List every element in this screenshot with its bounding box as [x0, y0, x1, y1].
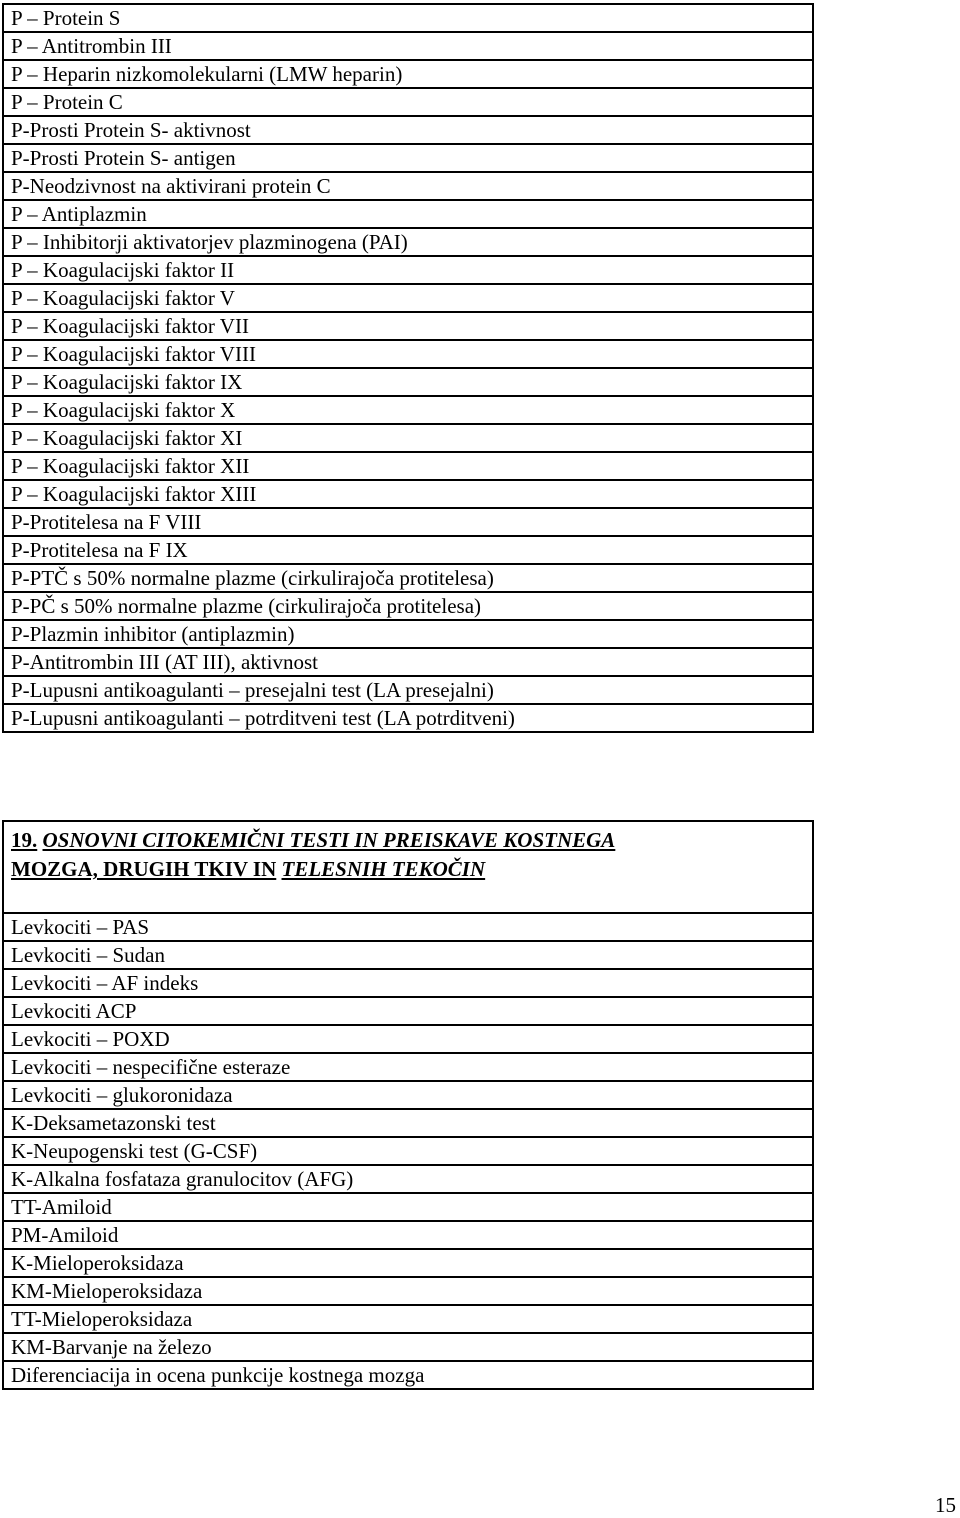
table-row [3, 228, 813, 256]
section-number: 19. [11, 828, 38, 852]
table-row [3, 172, 813, 200]
table-row [3, 1305, 813, 1333]
table-cell: KM-Barvanje na železo [3, 1333, 813, 1361]
table-row [3, 676, 813, 704]
table-row [3, 592, 813, 620]
section-title-part3: TELESNIH TEKOČIN [281, 857, 486, 881]
table-cell: Levkociti – Sudan [3, 941, 813, 969]
table-row [3, 1109, 813, 1137]
table-cell: P – Koagulacijski faktor V [3, 284, 813, 312]
table-cell: P-Prosti Protein S- antigen [3, 144, 813, 172]
table-row [3, 312, 813, 340]
table-cell: P-Lupusni antikoagulanti – potrditveni test (LA potrditveni) [3, 704, 813, 732]
table-cell: P – Koagulacijski faktor XI [3, 424, 813, 452]
table-row [3, 1221, 813, 1249]
table-cell: P-Protitelesa na F IX [3, 536, 813, 564]
table-cell: P-PTČ s 50% normalne plazme (cirkulirajoča protitelesa) [3, 564, 813, 592]
table-row [3, 480, 813, 508]
table-cell: P – Koagulacijski faktor XIII [3, 480, 813, 508]
table-row [3, 913, 813, 941]
table-row [3, 997, 813, 1025]
table-row [3, 1333, 813, 1361]
table-cell: P-Protitelesa na F VIII [3, 508, 813, 536]
table-cell: K-Alkalna fosfataza granulocitov (AFG) [3, 1165, 813, 1193]
table-cell: P-Prosti Protein S- aktivnost [3, 116, 813, 144]
table-cell: P – Koagulacijski faktor X [3, 396, 813, 424]
table-cell: P-Antitrombin III (AT III), aktivnost [3, 648, 813, 676]
section-heading-row [3, 821, 813, 913]
table-cell: P – Koagulacijski faktor IX [3, 368, 813, 396]
table-row [3, 32, 813, 60]
section-title-part2: MOZGA, DRUGIH TKIV IN [11, 857, 277, 881]
table-row [3, 368, 813, 396]
table-cell: P – Protein S [3, 4, 813, 32]
table-cell: P – Protein C [3, 88, 813, 116]
table-cell: K-Neupogenski test (G-CSF) [3, 1137, 813, 1165]
coagulation-tests-table [2, 3, 814, 733]
table-row [3, 536, 813, 564]
table-cell: P-PČ s 50% normalne plazme (cirkulirajoča protitelesa) [3, 592, 813, 620]
table-row [3, 452, 813, 480]
table-row [3, 1137, 813, 1165]
table-row [3, 60, 813, 88]
table-row [3, 284, 813, 312]
table-cell: P-Lupusni antikoagulanti – presejalni test (LA presejalni) [3, 676, 813, 704]
table-row [3, 1165, 813, 1193]
table-row [3, 1081, 813, 1109]
table-cell: Levkociti – POXD [3, 1025, 813, 1053]
table-row [3, 256, 813, 284]
table-cell: P – Antitrombin III [3, 32, 813, 60]
table-row [3, 1025, 813, 1053]
table-cell: P – Koagulacijski faktor II [3, 256, 813, 284]
table-cell: Levkociti ACP [3, 997, 813, 1025]
table-cell: KM-Mieloperoksidaza [3, 1277, 813, 1305]
table-row [3, 1277, 813, 1305]
table-row [3, 88, 813, 116]
table-cell: Levkociti – PAS [3, 913, 813, 941]
table-row [3, 144, 813, 172]
table-cell: P-Plazmin inhibitor (antiplazmin) [3, 620, 813, 648]
table-cell: P – Heparin nizkomolekularni (LMW heparin) [3, 60, 813, 88]
table-cell: Diferenciacija in ocena punkcije kostnega mozga [3, 1361, 813, 1389]
table-row [3, 969, 813, 997]
table-cell: Levkociti – nespecifične esteraze [3, 1053, 813, 1081]
table-row [3, 620, 813, 648]
table-cell: TT-Amiloid [3, 1193, 813, 1221]
table-row [3, 424, 813, 452]
section-heading [3, 821, 813, 913]
table-row [3, 116, 813, 144]
table-cell: Levkociti – AF indeks [3, 969, 813, 997]
table-row [3, 564, 813, 592]
table-row [3, 508, 813, 536]
cytochemical-tests-table [2, 820, 814, 1390]
page-number: 15 [935, 1493, 956, 1517]
table-row [3, 1361, 813, 1389]
table-row [3, 396, 813, 424]
table-cell: P – Inhibitorji aktivatorjev plazminogena (PAI) [3, 228, 813, 256]
table-row [3, 1053, 813, 1081]
table-cell: K-Deksametazonski test [3, 1109, 813, 1137]
table-cell: P – Koagulacijski faktor VIII [3, 340, 813, 368]
table-cell: P – Koagulacijski faktor XII [3, 452, 813, 480]
table-cell: P – Antiplazmin [3, 200, 813, 228]
table-cell: P – Koagulacijski faktor VII [3, 312, 813, 340]
table-row [3, 1249, 813, 1277]
table-row [3, 648, 813, 676]
table-row [3, 4, 813, 32]
table-row [3, 200, 813, 228]
section-title-part1: OSNOVNI CITOKEMIČNI TESTI IN PREISKAVE KOSTNEGA [42, 828, 616, 852]
table-row [3, 340, 813, 368]
table-cell: K-Mieloperoksidaza [3, 1249, 813, 1277]
table-cell: PM-Amiloid [3, 1221, 813, 1249]
table-cell: P-Neodzivnost na aktivirani protein C [3, 172, 813, 200]
table-row [3, 704, 813, 732]
table-row [3, 941, 813, 969]
table-cell: TT-Mieloperoksidaza [3, 1305, 813, 1333]
table-cell: Levkociti – glukoronidaza [3, 1081, 813, 1109]
table-row [3, 1193, 813, 1221]
